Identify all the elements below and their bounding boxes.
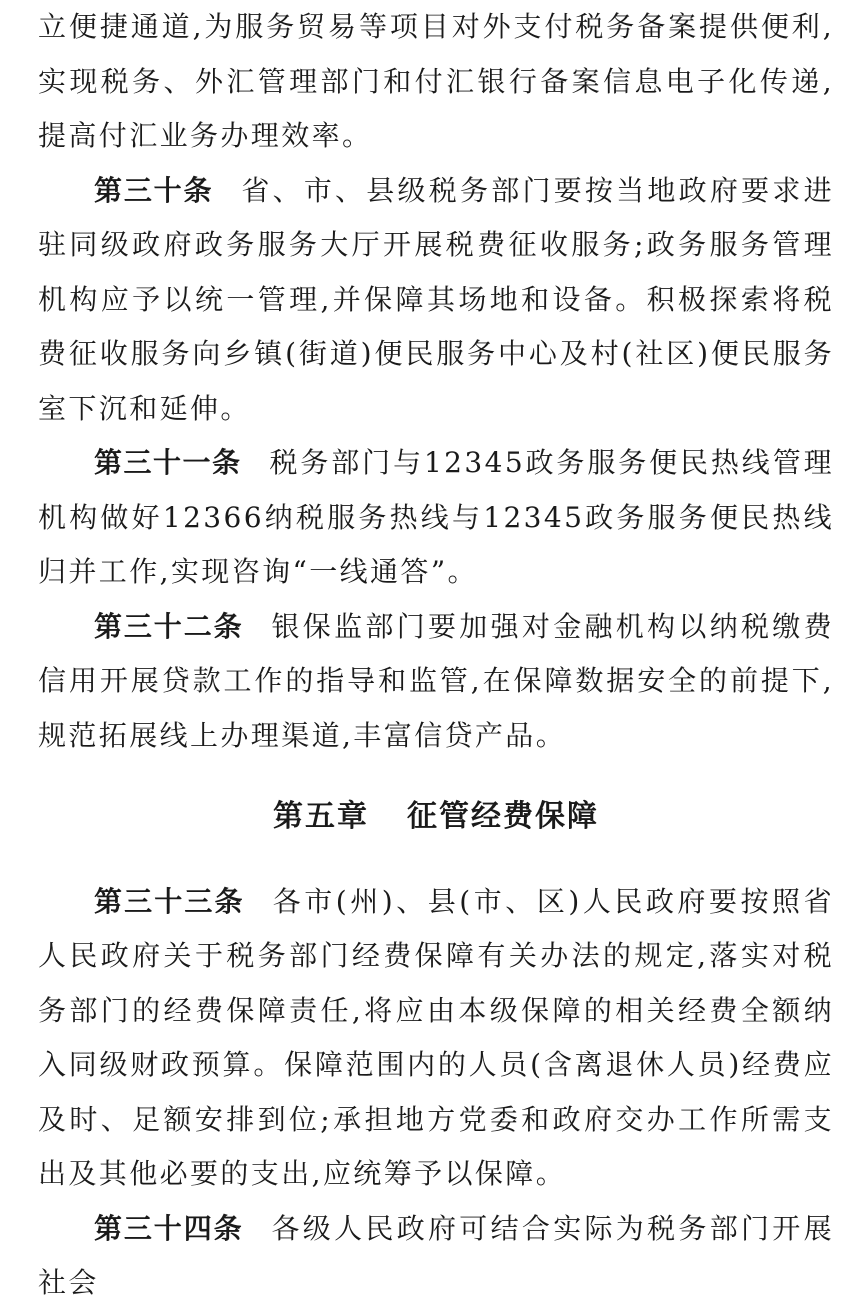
article-31-text: 税务部门与12345政务服务便民热线管理机构做好12366纳税服务热线与12345政务服务便民热线归并工作,实现咨询“一线通答”。 <box>38 446 834 588</box>
chapter-heading <box>38 790 834 845</box>
article-34-text: 各级人民政府可结合实际为税务部门开展社会 <box>38 1211 834 1299</box>
document-page <box>38 0 834 1311</box>
article-33-text: 各市(州)、县(市、区)人民政府要按照省人民政府关于税务部门经费保障有关办法的规定,落实对税务部门的经费保障责任,将应由本级保障的相关经费全额纳入同级财政预算。保障范围内的人员(含离退休人员)经费应及时、足额安排到位;承担地方党委和政府交办工作所需支出及其他必要的支出,应统筹予以保障。 <box>38 884 834 1190</box>
article-31 <box>38 436 834 600</box>
article-32-text: 银保监部门要加强对金融机构以纳税缴费信用开展贷款工作的指导和监管,在保障数据安全的前提下,规范拓展线上办理渠道,丰富信贷产品。 <box>38 609 834 752</box>
section-spacer <box>38 763 834 790</box>
article-30-text: 省、市、县级税务部门要按当地政府要求进驻同级政府政务服务大厅开展税费征收服务;政务服务管理机构应予以统一管理,并保障其场地和设备。积极探索将税费征收服务向乡镇(街道)便民服务中心及村(社区)便民服务室下沉和延伸。 <box>38 173 834 425</box>
paragraph-continuation: 立便捷通道,为服务贸易等项目对外支付税务备案提供便利,实现税务、外汇管理部门和付汇银行备案信息电子化传递,提高付汇业务办理效率。 <box>38 10 834 152</box>
article-34 <box>38 1202 834 1311</box>
article-32-label: 第三十二条 <box>94 609 244 643</box>
chapter-number: 第五章 <box>273 799 369 834</box>
article-30-label: 第三十条 <box>94 173 214 207</box>
article-32 <box>38 600 834 764</box>
article-30 <box>38 164 834 437</box>
article-31-label: 第三十一条 <box>94 446 242 479</box>
section-spacer <box>38 845 834 875</box>
article-33-label: 第三十三条 <box>94 884 245 918</box>
article-34-label: 第三十四条 <box>94 1211 244 1245</box>
article-33 <box>38 875 834 1202</box>
chapter-title: 征管经费保障 <box>407 799 599 834</box>
